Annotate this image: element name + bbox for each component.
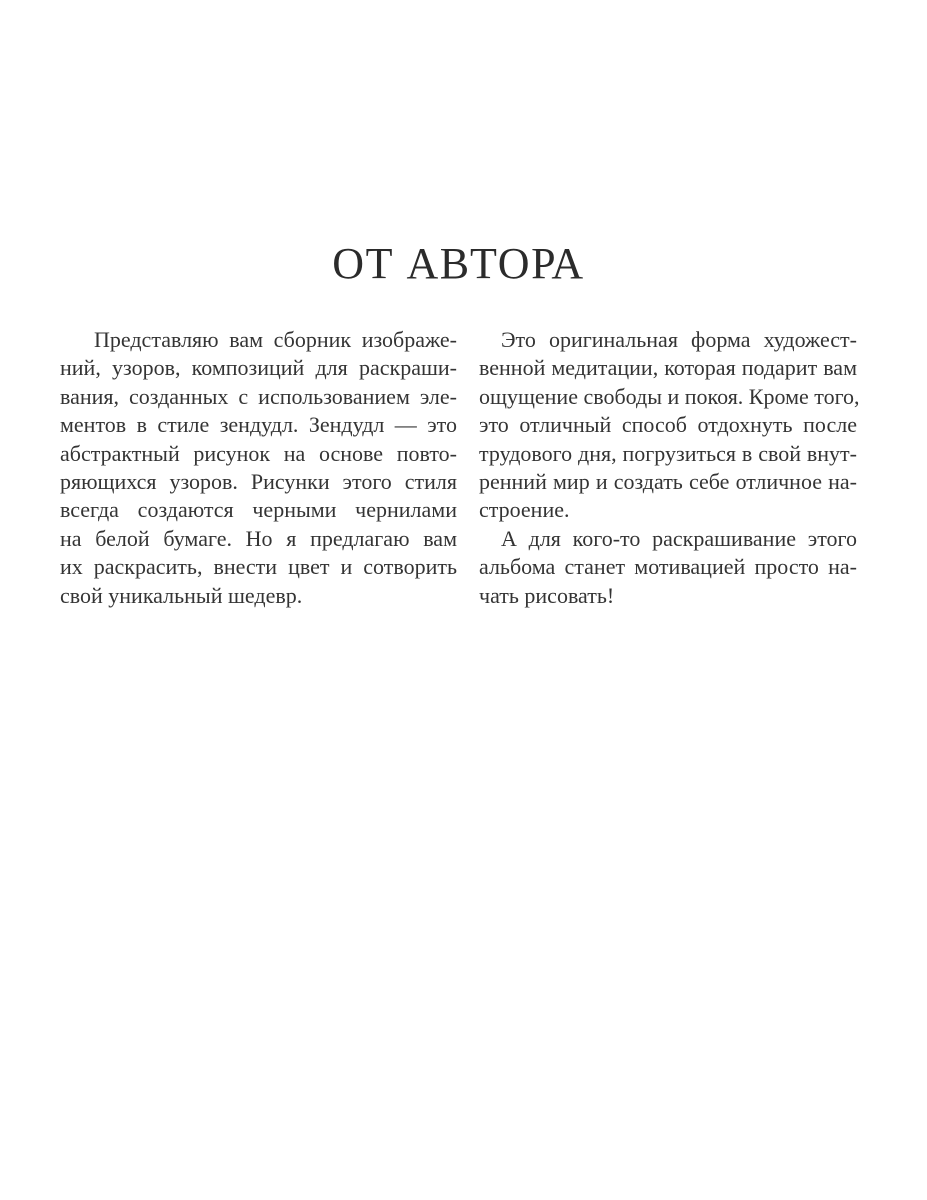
text-line: ряющихся узоров. Рисунки этого стиля	[60, 469, 457, 495]
text-line: ренний мир и создать себе отличное на-	[479, 469, 857, 495]
text-line: ний, узоров, композиций для раскраши-	[60, 355, 457, 381]
text-line: ощущение свободы и покоя. Кроме того,	[479, 383, 860, 409]
text-line: трудового дня, погрузиться в свой внут-	[479, 440, 857, 466]
text-line: вания, созданных с использованием эле-	[60, 383, 457, 409]
text-columns	[0, 326, 927, 610]
text-line: Это оригинальная форма художест-	[501, 327, 857, 352]
text-line: венной медитации, которая подарит вам	[479, 355, 857, 381]
text-line: ментов в стиле зендудл. Зендудл — это	[60, 412, 457, 438]
text-line: это отличный способ отдохнуть после	[479, 412, 857, 438]
text-line: их раскрасить, внести цвет и сотворить	[60, 554, 457, 580]
left-column	[60, 326, 457, 610]
text-line: строение.	[479, 497, 570, 523]
text-line: абстрактный рисунок на основе повто-	[60, 440, 457, 466]
text-line: свой уникальный шедевр.	[60, 582, 303, 608]
text-line: на белой бумаге. Но я предлагаю вам	[60, 525, 457, 551]
text-line: А для кого-то раскрашивание этого	[501, 525, 857, 551]
text-line: всегда создаются черными чернилами	[60, 497, 457, 523]
text-line: чать рисовать!	[479, 582, 615, 608]
right-column	[479, 326, 860, 610]
text-line: Представляю вам сборник изображе-	[94, 327, 457, 352]
page-title: ОТ АВТОРА	[332, 239, 585, 288]
text-line: альбома станет мотивацией просто на-	[479, 554, 857, 580]
